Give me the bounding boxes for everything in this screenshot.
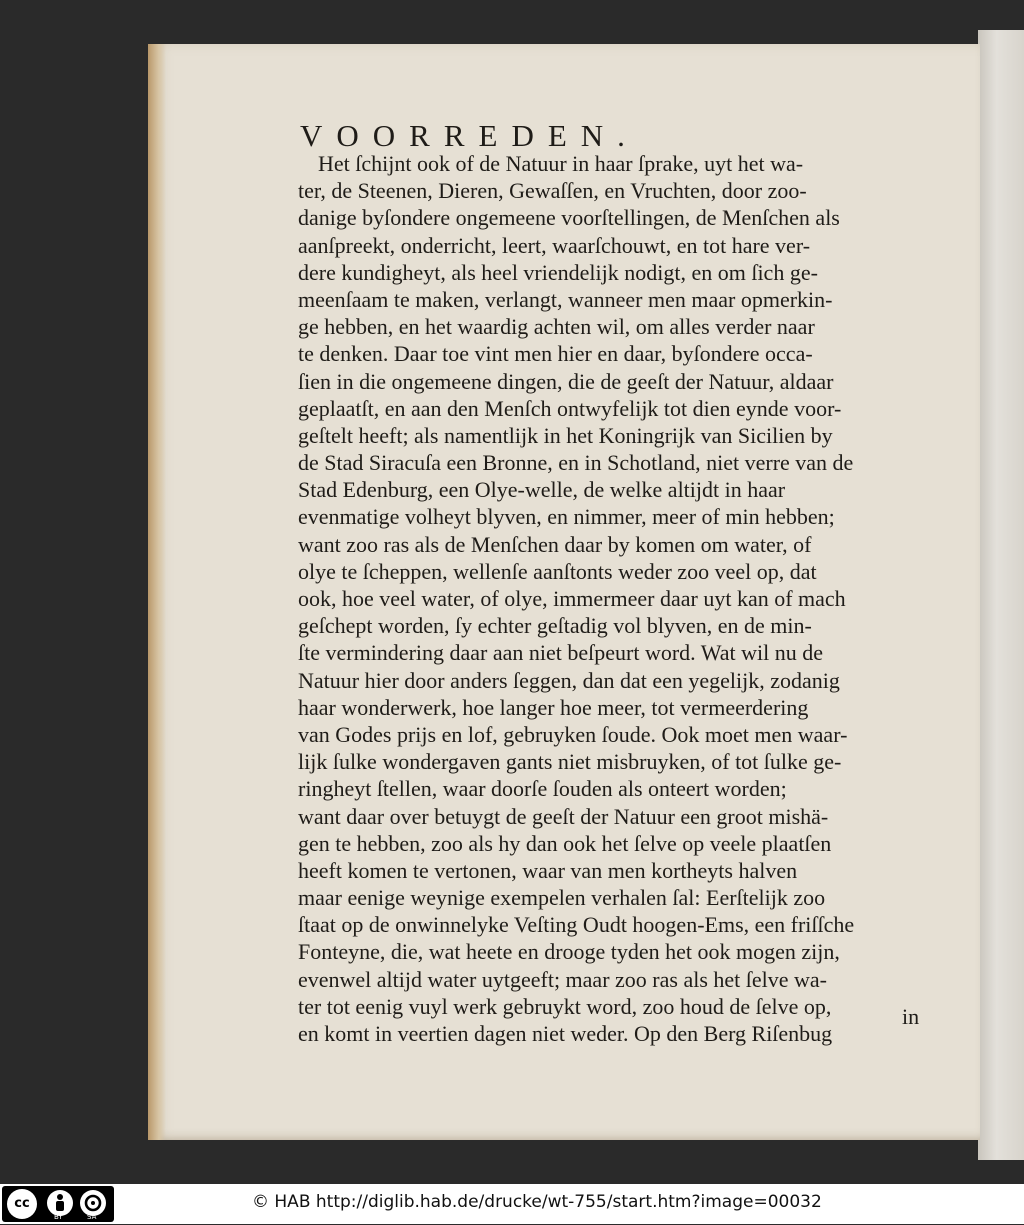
page-gutter-edge <box>148 44 166 1140</box>
text-line: Fonteyne, die, wat heete en drooge tyden het ook mogen zijn, <box>298 939 840 965</box>
text-line: meenſaam te maken, verlangt, wanneer men maar opmerkin- <box>298 286 833 312</box>
text-line: heeft komen te vertonen, waar van men kortheyts halven <box>298 857 798 883</box>
text-line: ge hebben, en het waardig achten wil, om alles verder naar <box>298 314 815 340</box>
text-line: Het ſchijnt ook of de Natuur in haar ſprake, uyt het wa- <box>318 151 804 176</box>
text-line: ter, de Steenen, Dieren, Gewaſſen, en Vruchten, door zoo- <box>298 178 807 204</box>
text-line: geſchept worden, ſy echter geſtadig vol blyven, en de min- <box>298 613 812 639</box>
text-line: ſien in die ongemeene dingen, die de geeſt der Natuur, aldaar <box>298 368 834 394</box>
cc-icon: cc <box>7 1189 37 1219</box>
text-line: en komt in veertien dagen niet weder. Op den Berg Riſenbug <box>298 1021 833 1046</box>
text-line: maar eenige weynige exempelen verhalen ſal: Eerſtelijk zoo <box>298 885 826 911</box>
text-line: ook, hoe veel water, of olye, immermeer daar uyt kan of mach <box>298 586 846 611</box>
text-line: danige byſondere ongemeene voorſtellingen, de Menſchen als <box>298 205 840 231</box>
text-line: gen te hebben, zoo als hy dan ook het ſelve op veele plaatſen <box>298 830 832 856</box>
text-line: van Godes prijs en lof, gebruyken ſoude. Ook moet men waar- <box>298 721 848 747</box>
next-pages-edge <box>978 30 1024 1160</box>
text-line: Natuur hier door anders ſeggen, dan dat een yegelijk, zodanig <box>298 667 840 693</box>
text-line: de Stad Siracuſa een Bronne, en in Schotland, niet verre van de <box>298 450 854 476</box>
text-line: olye te ſcheppen, wellenſe aanſtonts weder zoo veel op, dat <box>298 558 817 584</box>
sa-label: SA <box>87 1213 97 1221</box>
text-line: want zoo ras als de Menſchen daar by komen om water, of <box>298 531 812 557</box>
text-line: geplaatſt, en aan den Menſch ontwyfelijk tot dien eynde voor- <box>298 395 842 421</box>
text-line: ringheyt ſtellen, waar doorſe ſouden als onteert worden; <box>298 776 787 802</box>
footer-bar <box>0 1184 1024 1224</box>
text-line: geſtelt heeft; als namentlijk in het Koningrijk van Sicilien by <box>298 422 833 448</box>
text-line: lijk ſulke wondergaven gants niet misbruyken, of tot ſulke ge- <box>298 749 842 775</box>
text-line: Stad Edenburg, een Olye-welle, de welke altijdt in haar <box>298 477 786 503</box>
text-line: dere kundigheyt, als heel vriendelijk nodigt, en om ſich ge- <box>298 259 818 285</box>
text-line: want daar over betuygt de geeſt der Natuur een groot mishä- <box>298 803 829 829</box>
page-body-text <box>298 150 928 1047</box>
by-label: BY <box>54 1213 63 1221</box>
text-line: ſtaat op de onwinnelyke Veſting Oudt hoogen-Ems, een friſſche <box>298 912 855 938</box>
copyright-credit: © HAB http://diglib.hab.de/drucke/wt-755/start.htm?image=00032 <box>252 1192 822 1212</box>
text-line: aanſpreekt, onderricht, leert, waarſchouwt, en tot hare ver- <box>298 232 811 258</box>
text-line: te denken. Daar toe vint men hier en daar, byſondere occa- <box>298 341 813 367</box>
page-heading: VOORREDEN. <box>300 118 639 153</box>
text-line: ter tot eenig vuyl werk gebruykt word, zoo houd de ſelve op, <box>298 993 832 1019</box>
text-line: evenwel altijd water uytgeeft; maar zoo ras als het ſelve wa- <box>298 966 827 992</box>
cc-license-badge[interactable] <box>2 1186 114 1222</box>
catchword: in <box>902 1004 920 1029</box>
text-line: evenmatige volheyt blyven, en nimmer, meer of min hebben; <box>298 504 835 530</box>
text-line: haar wonderwerk, hoe langer hoe meer, tot vermeerdering <box>298 694 809 720</box>
text-line: ſte vermindering daar aan niet beſpeurt word. Wat wil nu de <box>298 640 824 666</box>
